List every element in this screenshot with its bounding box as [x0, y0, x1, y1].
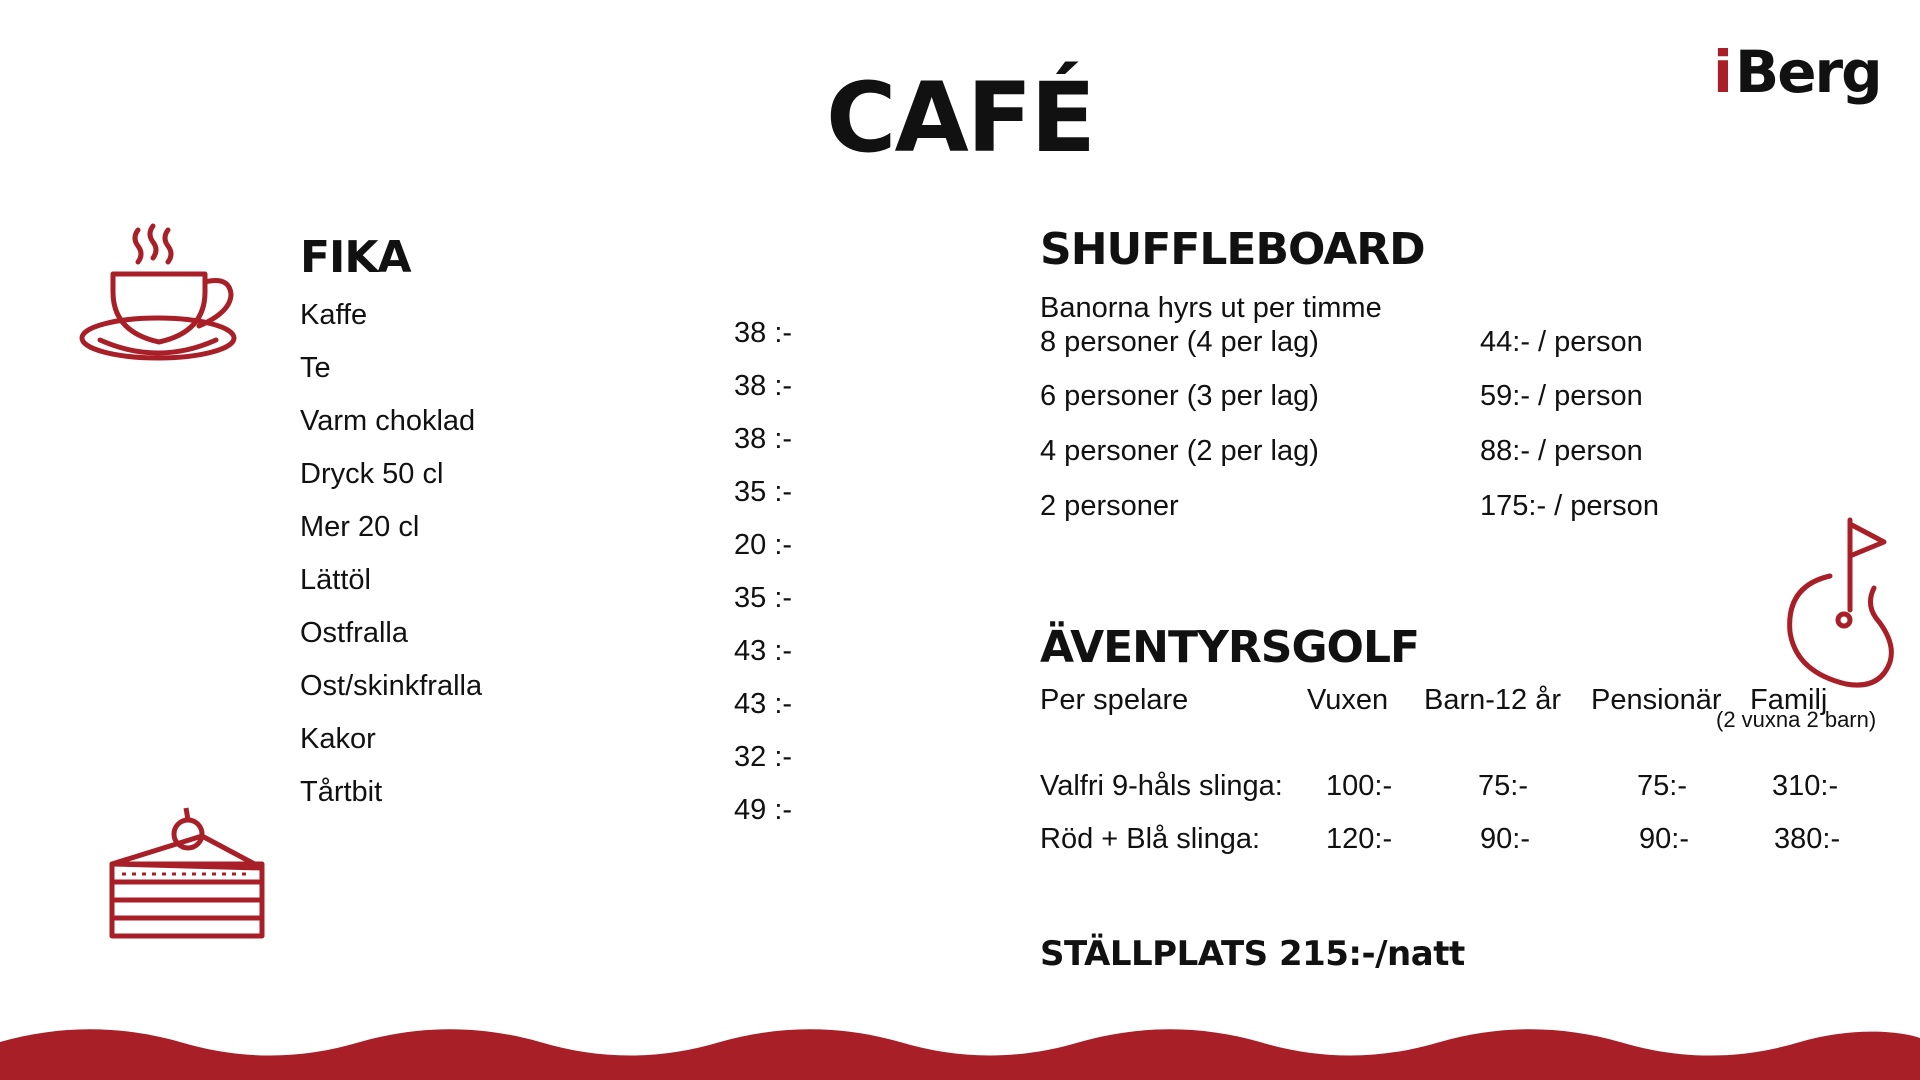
golf-row-child: 90:- [1480, 823, 1530, 855]
cake-slice-icon [108, 804, 268, 940]
shuffleboard-row-price: 59:- / person [1480, 380, 1643, 412]
list-item: Tårtbit [300, 776, 383, 808]
golf-header-adult: Vuxen [1307, 684, 1389, 716]
golf-row-adult: 100:- [1326, 770, 1393, 802]
list-item: Varm choklad [300, 405, 476, 437]
golf-header-label: Per spelare [1040, 684, 1189, 716]
list-item: Te [300, 352, 331, 384]
list-item: Lättöl [300, 564, 371, 596]
golf-header-senior: Pensionär [1591, 684, 1722, 716]
golf-row-senior: 75:- [1637, 770, 1687, 802]
price: 35 :- [734, 476, 793, 508]
golf-row-child: 75:- [1478, 770, 1528, 802]
shuffleboard-row-price: 44:- / person [1480, 326, 1643, 358]
golf-flag-icon [1784, 516, 1904, 690]
price: 49 :- [734, 794, 793, 826]
golf-row-label: Valfri 9-håls slinga: [1040, 770, 1283, 802]
golf-row-label: Röd + Blå slinga: [1040, 823, 1261, 855]
shuffleboard-row-label: 2 personer [1040, 490, 1179, 522]
price: 38 :- [734, 423, 793, 455]
fika-heading: FIKA [300, 232, 411, 283]
list-item: Kakor [300, 723, 376, 755]
price: 32 :- [734, 741, 793, 773]
golf-row-senior: 90:- [1639, 823, 1689, 855]
shuffleboard-row-price: 175:- / person [1480, 490, 1659, 522]
golf-header-family-note: (2 vuxna 2 barn) [1716, 707, 1877, 732]
price: 38 :- [734, 317, 793, 349]
list-item: Mer 20 cl [300, 511, 420, 543]
shuffleboard-subtitle: Banorna hyrs ut per timme [1040, 292, 1382, 324]
list-item: Dryck 50 cl [300, 458, 444, 490]
shuffleboard-row-label: 4 personer (2 per lag) [1040, 435, 1319, 467]
page-title: CAFÉ [826, 62, 1094, 174]
logo-accent: i [1713, 38, 1733, 106]
golf-header-family: Familj [1750, 684, 1828, 716]
price: 38 :- [734, 370, 793, 402]
shuffleboard-row-label: 6 personer (3 per lag) [1040, 380, 1319, 412]
list-item: Ost/skinkfralla [300, 670, 483, 702]
shuffleboard-heading: SHUFFLEBOARD [1040, 224, 1425, 275]
fika-name-list [300, 295, 482, 825]
golf-heading: ÄVENTYRSGOLF [1040, 622, 1420, 673]
bottom-wave-decoration [0, 1020, 1920, 1080]
logo-name: Berg [1735, 38, 1881, 106]
price: 43 :- [734, 635, 793, 667]
golf-row-adult: 120:- [1326, 823, 1393, 855]
golf-row-family: 310:- [1772, 770, 1839, 802]
list-item: Kaffe [300, 299, 368, 331]
list-item: Ostfralla [300, 617, 408, 649]
shuffleboard-row-price: 88:- / person [1480, 435, 1643, 467]
shuffleboard-row-label: 8 personer (4 per lag) [1040, 326, 1319, 358]
iberg-logo [1713, 30, 1888, 110]
golf-row-family: 380:- [1774, 823, 1841, 855]
golf-header-child: Barn-12 år [1424, 684, 1562, 716]
stallplats-price: STÄLLPLATS 215:-/natt [1040, 934, 1465, 974]
coffee-cup-icon [78, 222, 240, 362]
price: 35 :- [734, 582, 793, 614]
fika-price-list [734, 313, 792, 843]
price: 43 :- [734, 688, 793, 720]
price: 20 :- [734, 529, 793, 561]
